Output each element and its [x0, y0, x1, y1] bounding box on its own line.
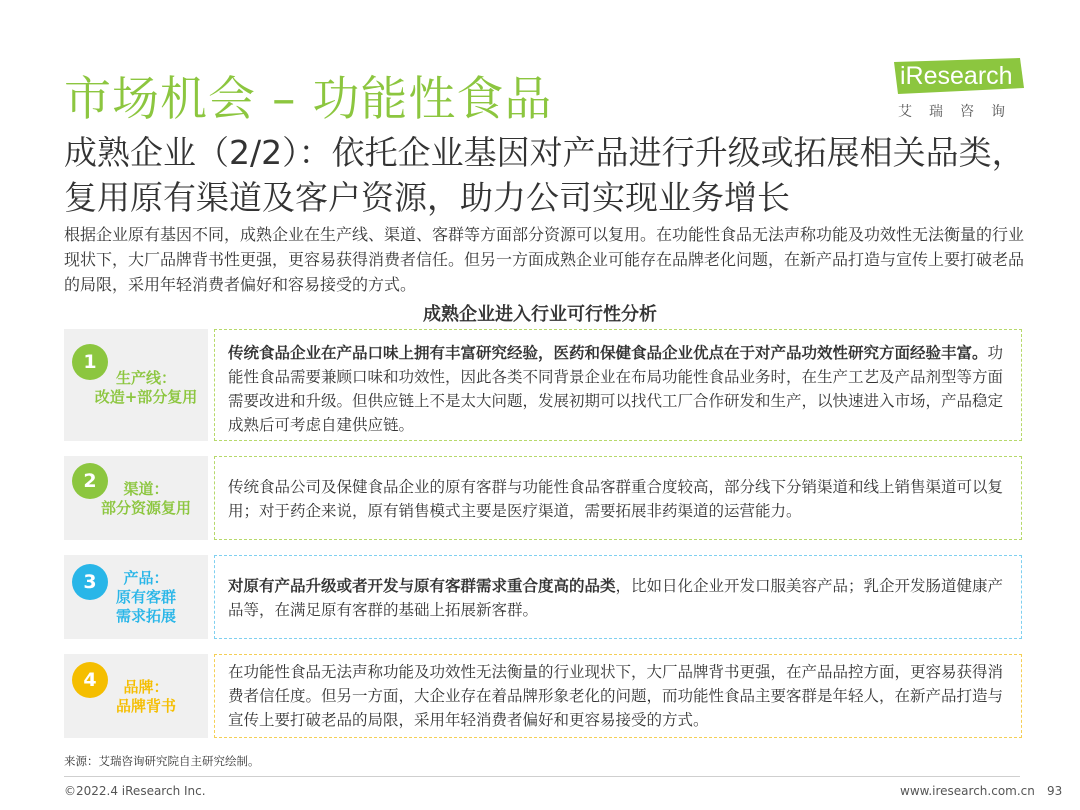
analysis-row-brand: [64, 654, 1022, 738]
row-bold-text: 传统食品企业在产品口味上拥有丰富研究经验，医药和保健食品企业优点在于对产品功效性研究方面经验丰富。: [228, 344, 988, 362]
row-body-text: ，比如日化企业开发口服美容产品；乳企开发肠道健康产品等，在满足原有客群的基础上拓展新客群。: [228, 577, 1004, 619]
intro-paragraph: 根据企业原有基因不同，成熟企业在生产线、渠道、客群等方面部分资源可以复用。在功能性食品无法声称功能及功效性无法衡量的行业现状下，大厂品牌背书性更强，更容易获得消费者信任。但另一方面成熟企业可能存在品牌老化问题，在新产品打造与宣传上要打破老品的局限，采用年轻消费者偏好和容易接受的方式。: [64, 225, 1025, 294]
row-body-text: 在功能性食品无法声称功能及功效性无法衡量的行业现状下，大厂品牌背书更强，在产品品控方面，更容易获得消费者信任度。但另一方面，大企业存在着品牌形象老化的问题，而功能性食品主要客群是年轻人，在新产品打造与宣传上要打破老品的局限，采用年轻消费者偏好和更容易接受的方式。: [228, 663, 1004, 729]
row-number-badge: 4: [72, 662, 108, 698]
analysis-row-product: [64, 555, 1022, 639]
row-label-line: 部分资源复用: [100, 499, 191, 517]
analysis-row-channel: [64, 456, 1022, 540]
row-label: [86, 369, 206, 407]
row-label-line: 改造+部分复用: [94, 388, 198, 406]
row-label: [86, 569, 206, 626]
row-number-badge: 3: [72, 564, 108, 600]
row-label-line: 生产线：: [115, 369, 176, 387]
row-text: [228, 574, 1013, 622]
row-label-line: 品牌：: [123, 678, 169, 696]
iresearch-logo: [894, 58, 1024, 122]
row-label-line: 品牌背书: [115, 697, 176, 715]
analysis-row-production: [64, 329, 1022, 441]
row-text: [228, 341, 1013, 437]
logo-subtext: 艾瑞咨询: [898, 104, 1022, 120]
row-text: [228, 660, 1013, 732]
row-bold-text: 对原有产品升级或者开发与原有客群需求重合度高的品类: [228, 577, 616, 595]
row-label: [86, 678, 206, 716]
section-title: 成熟企业进入行业可行性分析: [423, 304, 657, 325]
row-body-text: 功能性食品需要兼顾口味和功效性，因此各类不同背景企业在布局功能性食品业务时，在生产工艺及产品剂型等方面需要改进和升级。但供应链上不是太大问题，发展初期可以找代工厂合作研发和生产，以快速进入市场，产品稳定成熟后可考虑自建供应链。: [228, 344, 1004, 434]
page-number: 93: [1047, 784, 1063, 798]
row-number-badge: 1: [72, 344, 108, 380]
logo-text: iResearch: [900, 62, 1013, 90]
row-body-text: 传统食品公司及保健食品企业的原有客群与功能性食品客群重合度较高，部分线下分销渠道和线上销售渠道可以复用；对于药企来说，原有销售模式主要是医疗渠道，需要拓展非药渠道的运营能力。: [228, 478, 1004, 520]
row-label-line: 原有客群: [115, 588, 176, 606]
copyright: ©2022.4 iResearch Inc.: [64, 784, 206, 798]
slide-subtitle: 成熟企业（2/2）：依托企业基因对产品进行升级或拓展相关品类，复用原有渠道及客户资源，助力公司实现业务增长: [64, 133, 1025, 217]
row-label: [86, 480, 206, 518]
footer-divider: [64, 776, 1020, 777]
row-label-line: 需求拓展: [115, 607, 176, 625]
website-link[interactable]: www.iresearch.com.cn: [900, 784, 1035, 798]
source-note: 来源：艾瑞咨询研究院自主研究绘制。: [64, 754, 260, 768]
page-title: 市场机会 – 功能性食品: [64, 72, 553, 127]
row-number-badge: 2: [72, 463, 108, 499]
row-label-line: 渠道：: [123, 480, 169, 498]
row-label-line: 产品：: [123, 569, 169, 587]
row-text: [228, 475, 1013, 523]
